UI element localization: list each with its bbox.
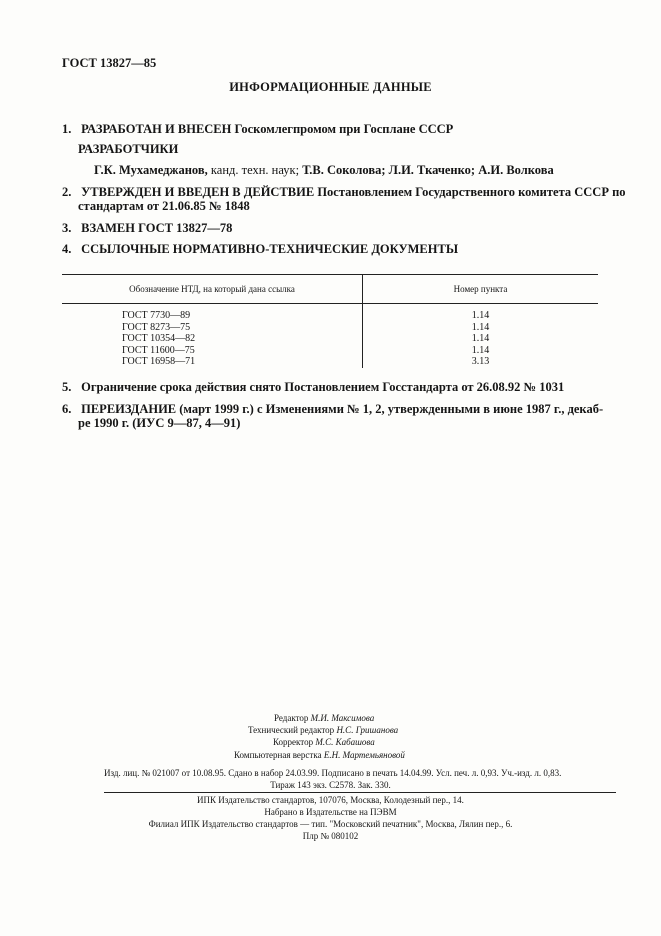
section-text: Ограничение срока действия снято Постановлением Госстандарта от 26.08.92 № 1031 bbox=[81, 380, 565, 394]
credit-editor bbox=[0, 712, 661, 724]
credit-role: Редактор bbox=[274, 713, 311, 723]
section-label: РАЗРАБОТАН И ВНЕСЕН bbox=[81, 122, 232, 136]
credit-role: Технический редактор bbox=[248, 725, 337, 736]
table-row bbox=[62, 345, 598, 357]
developer-degree: канд. техн. наук; bbox=[207, 163, 303, 177]
imprint-divider bbox=[104, 792, 616, 793]
developers-heading: РАЗРАБОТЧИКИ bbox=[78, 142, 179, 156]
print-run: Тираж 143 экз. С2578. Зак. 330. bbox=[270, 780, 391, 790]
section-number: 4. bbox=[62, 242, 72, 256]
section-label: УТВЕРЖДЕН И ВВЕДЕН В ДЕЙСТВИЕ bbox=[81, 185, 315, 199]
publisher-address: ИПК Издательство стандартов, 107076, Москва, Колодезный пер., 14. bbox=[197, 795, 464, 805]
publication-license: Изд. лиц. № 021007 от 10.08.95. Сдано в набор 24.03.99. Подписано в печать 14.04.99. Усл. печ. л. 0,93. Уч.-изд. л. 0,83. bbox=[104, 768, 562, 778]
table-row bbox=[62, 356, 598, 368]
credit-person: Е.Н. Мартемьяновой bbox=[323, 749, 405, 760]
section-6-line-2: ре 1990 г. (ИУС 9—87, 4—91) bbox=[78, 416, 241, 430]
cell-document: ГОСТ 10354—82 bbox=[62, 333, 363, 345]
developer-name: Г.К. Мухамеджанов, bbox=[94, 163, 208, 177]
section-text: Постановлением Государственного комитета СССР по bbox=[317, 185, 626, 199]
section-6 bbox=[62, 402, 603, 417]
table-row bbox=[62, 322, 598, 334]
table-row bbox=[62, 304, 598, 322]
section-number: 1. bbox=[62, 122, 72, 136]
credit-corrector bbox=[0, 736, 661, 748]
cell-document: ГОСТ 7730—89 bbox=[62, 304, 363, 322]
section-1 bbox=[62, 122, 453, 137]
credit-person: Н.С. Гришанова bbox=[336, 725, 399, 736]
cell-document: ГОСТ 16958—71 bbox=[62, 356, 363, 368]
cell-document: ГОСТ 8273—75 bbox=[62, 322, 363, 334]
section-3 bbox=[62, 221, 232, 236]
table-row bbox=[62, 333, 598, 345]
section-4 bbox=[62, 242, 458, 257]
cell-item: 1.14 bbox=[471, 344, 490, 356]
section-2 bbox=[62, 185, 626, 200]
cell-item: 1.14 bbox=[471, 310, 490, 321]
document-code: ГОСТ 13827—85 bbox=[62, 56, 157, 70]
reference-table bbox=[62, 274, 598, 368]
column-header-document: Обозначение НТД, на который дана ссылка bbox=[62, 275, 363, 304]
plr-number: Плр № 080102 bbox=[302, 831, 359, 841]
developers-list bbox=[94, 163, 554, 178]
other-developers: Т.В. Соколова; Л.И. Ткаченко; А.И. Волкова bbox=[302, 163, 554, 177]
branch-address: Филиал ИПК Издательство стандартов — тип. "Московский печатник", Москва, Лялин пер., 6. bbox=[148, 819, 513, 829]
section-text: ССЫЛОЧНЫЕ НОРМАТИВНО-ТЕХНИЧЕСКИЕ ДОКУМЕНТЫ bbox=[81, 242, 459, 256]
column-header-item: Номер пункта bbox=[363, 275, 599, 304]
credit-role: Корректор bbox=[273, 737, 316, 748]
section-text: (март 1999 г.) с Изменениями № 1, 2, утвержденными в июне 1987 г., декаб- bbox=[179, 402, 604, 416]
cell-item: 1.14 bbox=[471, 333, 490, 344]
table-header-row bbox=[62, 275, 598, 304]
page-title: ИНФОРМАЦИОННЫЕ ДАННЫЕ bbox=[229, 80, 432, 94]
credit-person: М.И. Максимова bbox=[310, 713, 375, 723]
section-2-line-2: стандартам от 21.06.85 № 1848 bbox=[78, 199, 250, 213]
section-number: 6. bbox=[62, 402, 72, 416]
section-number: 2. bbox=[62, 185, 72, 199]
cell-item: 1.14 bbox=[471, 321, 490, 333]
section-number: 5. bbox=[62, 380, 72, 394]
section-text: Госкомлегпромом при Госплане СССР bbox=[234, 122, 454, 136]
cell-document: ГОСТ 11600—75 bbox=[62, 345, 363, 357]
section-label: ПЕРЕИЗДАНИЕ bbox=[81, 402, 177, 416]
typeset-note: Набрано в Издательстве на ПЭВМ bbox=[264, 807, 397, 817]
cell-item: 3.13 bbox=[471, 356, 490, 367]
credit-layout bbox=[0, 749, 661, 761]
credit-person: М.С. Кабашова bbox=[315, 737, 375, 748]
section-number: 3. bbox=[62, 221, 72, 235]
section-text: ВЗАМЕН ГОСТ 13827—78 bbox=[81, 221, 233, 235]
imprint-credits bbox=[0, 712, 661, 761]
credit-tech-editor bbox=[0, 724, 661, 736]
section-5 bbox=[62, 380, 564, 395]
credit-role: Компьютерная верстка bbox=[234, 749, 324, 760]
